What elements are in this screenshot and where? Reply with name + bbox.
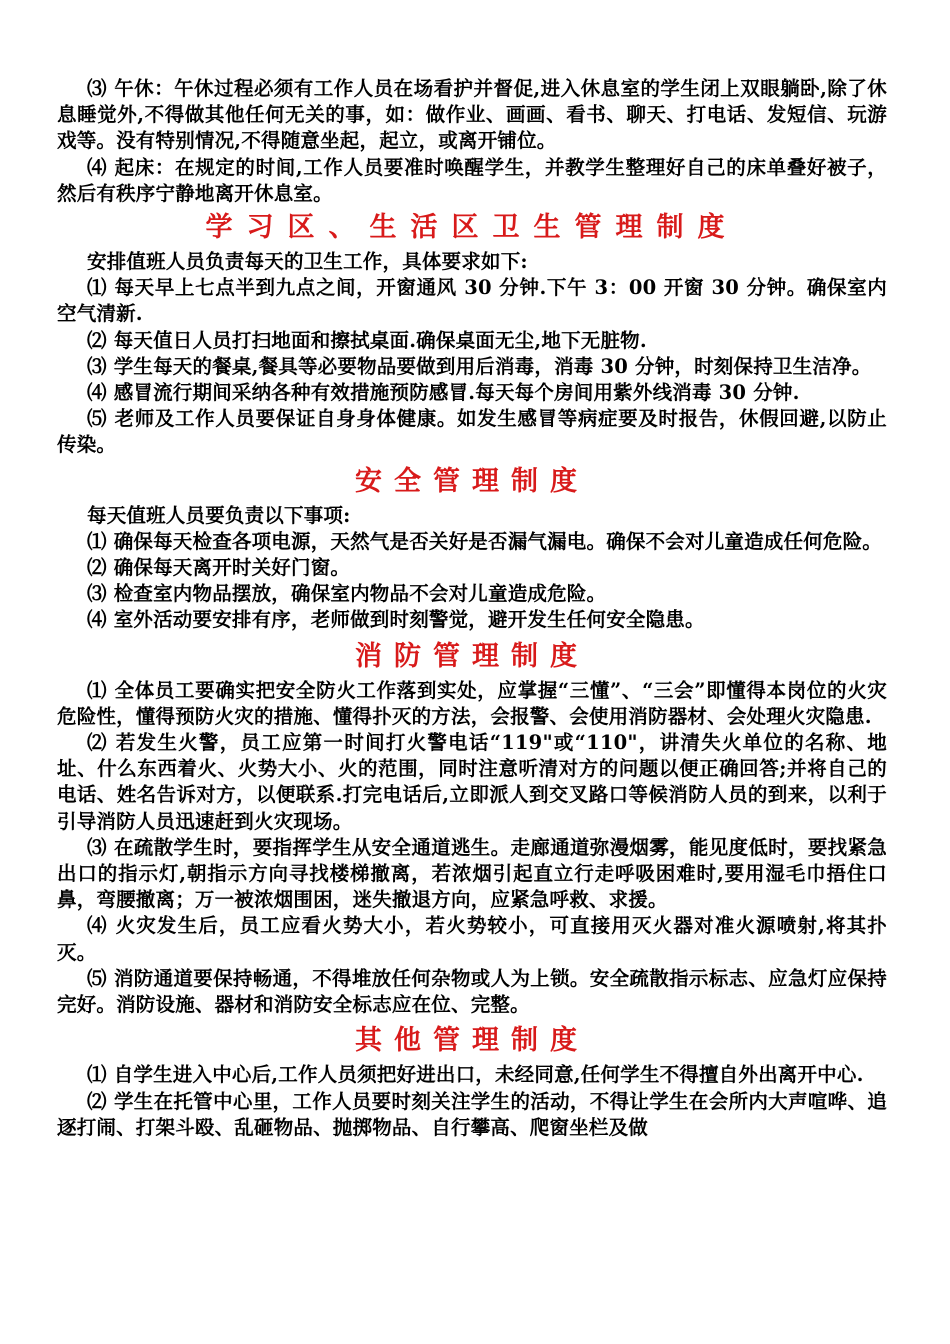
nap-rule-paragraph: ⑶ 午休：午休过程必须有工作人员在场看护并督促,进入休息室的学生闭上双眼躺卧,除了休息睡觉外,不得做其他任何无关的事，如：做作业、画画、看书、聊天、打电话、发短信、玩游戏等。没有特别情况,不得随意坐起，起立，或离开铺位。 [57,77,887,153]
document-body [57,76,887,1141]
fire-item: ⑷ 火灾发生后，员工应看火势大小，若火势较小，可直接用灭火器对准火源喷射,将其扑灭。 [57,914,887,964]
other-section-title: 其他管理制度 [355,1025,589,1057]
hygiene-item: ⑷ 感冒流行期间采纳各种有效措施预防感冒.每天每个房间用紫外线消毒 30 分钟. [87,381,800,405]
hygiene-item: ⑶ 学生每天的餐桌,餐具等必要物品要做到用后消毒，消毒 30 分钟，时刻保持卫生洁净。 [87,354,872,378]
hygiene-item: ⑸ 老师及工作人员要保证自身身体健康。如发生感冒等病症要及时报告，休假回避,以防止传染。 [57,407,887,457]
fire-section-title: 消防管理制度 [355,640,589,672]
hygiene-intro: 安排值班人员负责每天的卫生工作，具体要求如下: [87,250,528,274]
hygiene-item: ⑵ 每天值日人员打扫地面和擦拭桌面.确保桌面无尘,地下无脏物. [87,328,647,352]
hygiene-section-title: 学习区、生活区卫生管理制度 [205,212,739,244]
safety-item: ⑴ 确保每天检查各项电源，天然气是否关好是否漏气漏电。确保不会对儿童造成任何危险。 [87,529,882,553]
hygiene-item: ⑴ 每天早上七点半到九点之间，开窗通风 30 分钟.下午 3：00 开窗 30 分钟。确保室内空气清新. [57,276,887,326]
fire-item: ⑸ 消防通道要保持畅通，不得堆放任何杂物或人为上锁。安全疏散指示标志、应急灯应保持完好。消防设施、器材和消防安全标志应在位、完整。 [57,966,887,1017]
safety-item: ⑶ 检查室内物品摆放，确保室内物品不会对儿童造成危险。 [87,582,607,606]
safety-item: ⑷ 室外活动要安排有序，老师做到时刻警觉，避开发生任何安全隐患。 [87,608,705,632]
other-item: ⑵ 学生在托管中心里，工作人员要时刻关注学生的活动，不得让学生在会所内大声喧哗、追逐打闹、打架斗殴、乱砸物品、抛掷物品、自行攀高、爬窗坐栏及做 [57,1089,887,1139]
other-item: ⑴ 自学生进入中心后,工作人员须把好进出口，未经同意,任何学生不得擅自外出离开中心. [87,1063,864,1087]
safety-item: ⑵ 确保每天离开时关好门窗。 [87,556,351,580]
fire-item: ⑶ 在疏散学生时，要指挥学生从安全通道逃生。走廊通道弥漫烟雾，能见度低时，要找紧急出口的指示灯,朝指示方向寻找楼梯撤离，若浓烟引起直立行走呼吸困难时,要用湿毛巾捂住口鼻，弯腰撤离；万一被浓烟围困，迷失撤退方向，应紧急呼救、求援。 [57,835,887,912]
safety-intro: 每天值班人员要负责以下事项: [87,503,351,527]
safety-section-title: 安全管理制度 [355,465,589,497]
fire-item: ⑴ 全体员工要确实把安全防火工作落到实处，应掌握“三懂”、“三会”即懂得本岗位的火灾危险性，懂得预防火灾的措施、懂得扑灭的方法，会报警、会使用消防器材、会处理火灾隐患. [57,678,887,728]
fire-item: ⑵ 若发生火警，员工应第一时间打火警电话“119"或“110"，讲清失火单位的名称、地址、什么东西着火、火势大小、火的范围，同时注意听清对方的问题以便正确回答;并将自己的电话、姓名告诉对方，以便联系.打完电话后,立即派人到交叉路口等候消防人员的到来，以利于引导消防人员迅速赶到火灾现场。 [57,731,887,833]
wakeup-rule-paragraph: ⑷ 起床：在规定的时间,工作人员要准时唤醒学生，并教学生整理好自己的床单叠好被子，然后有秩序宁静地离开休息室。 [57,155,887,205]
